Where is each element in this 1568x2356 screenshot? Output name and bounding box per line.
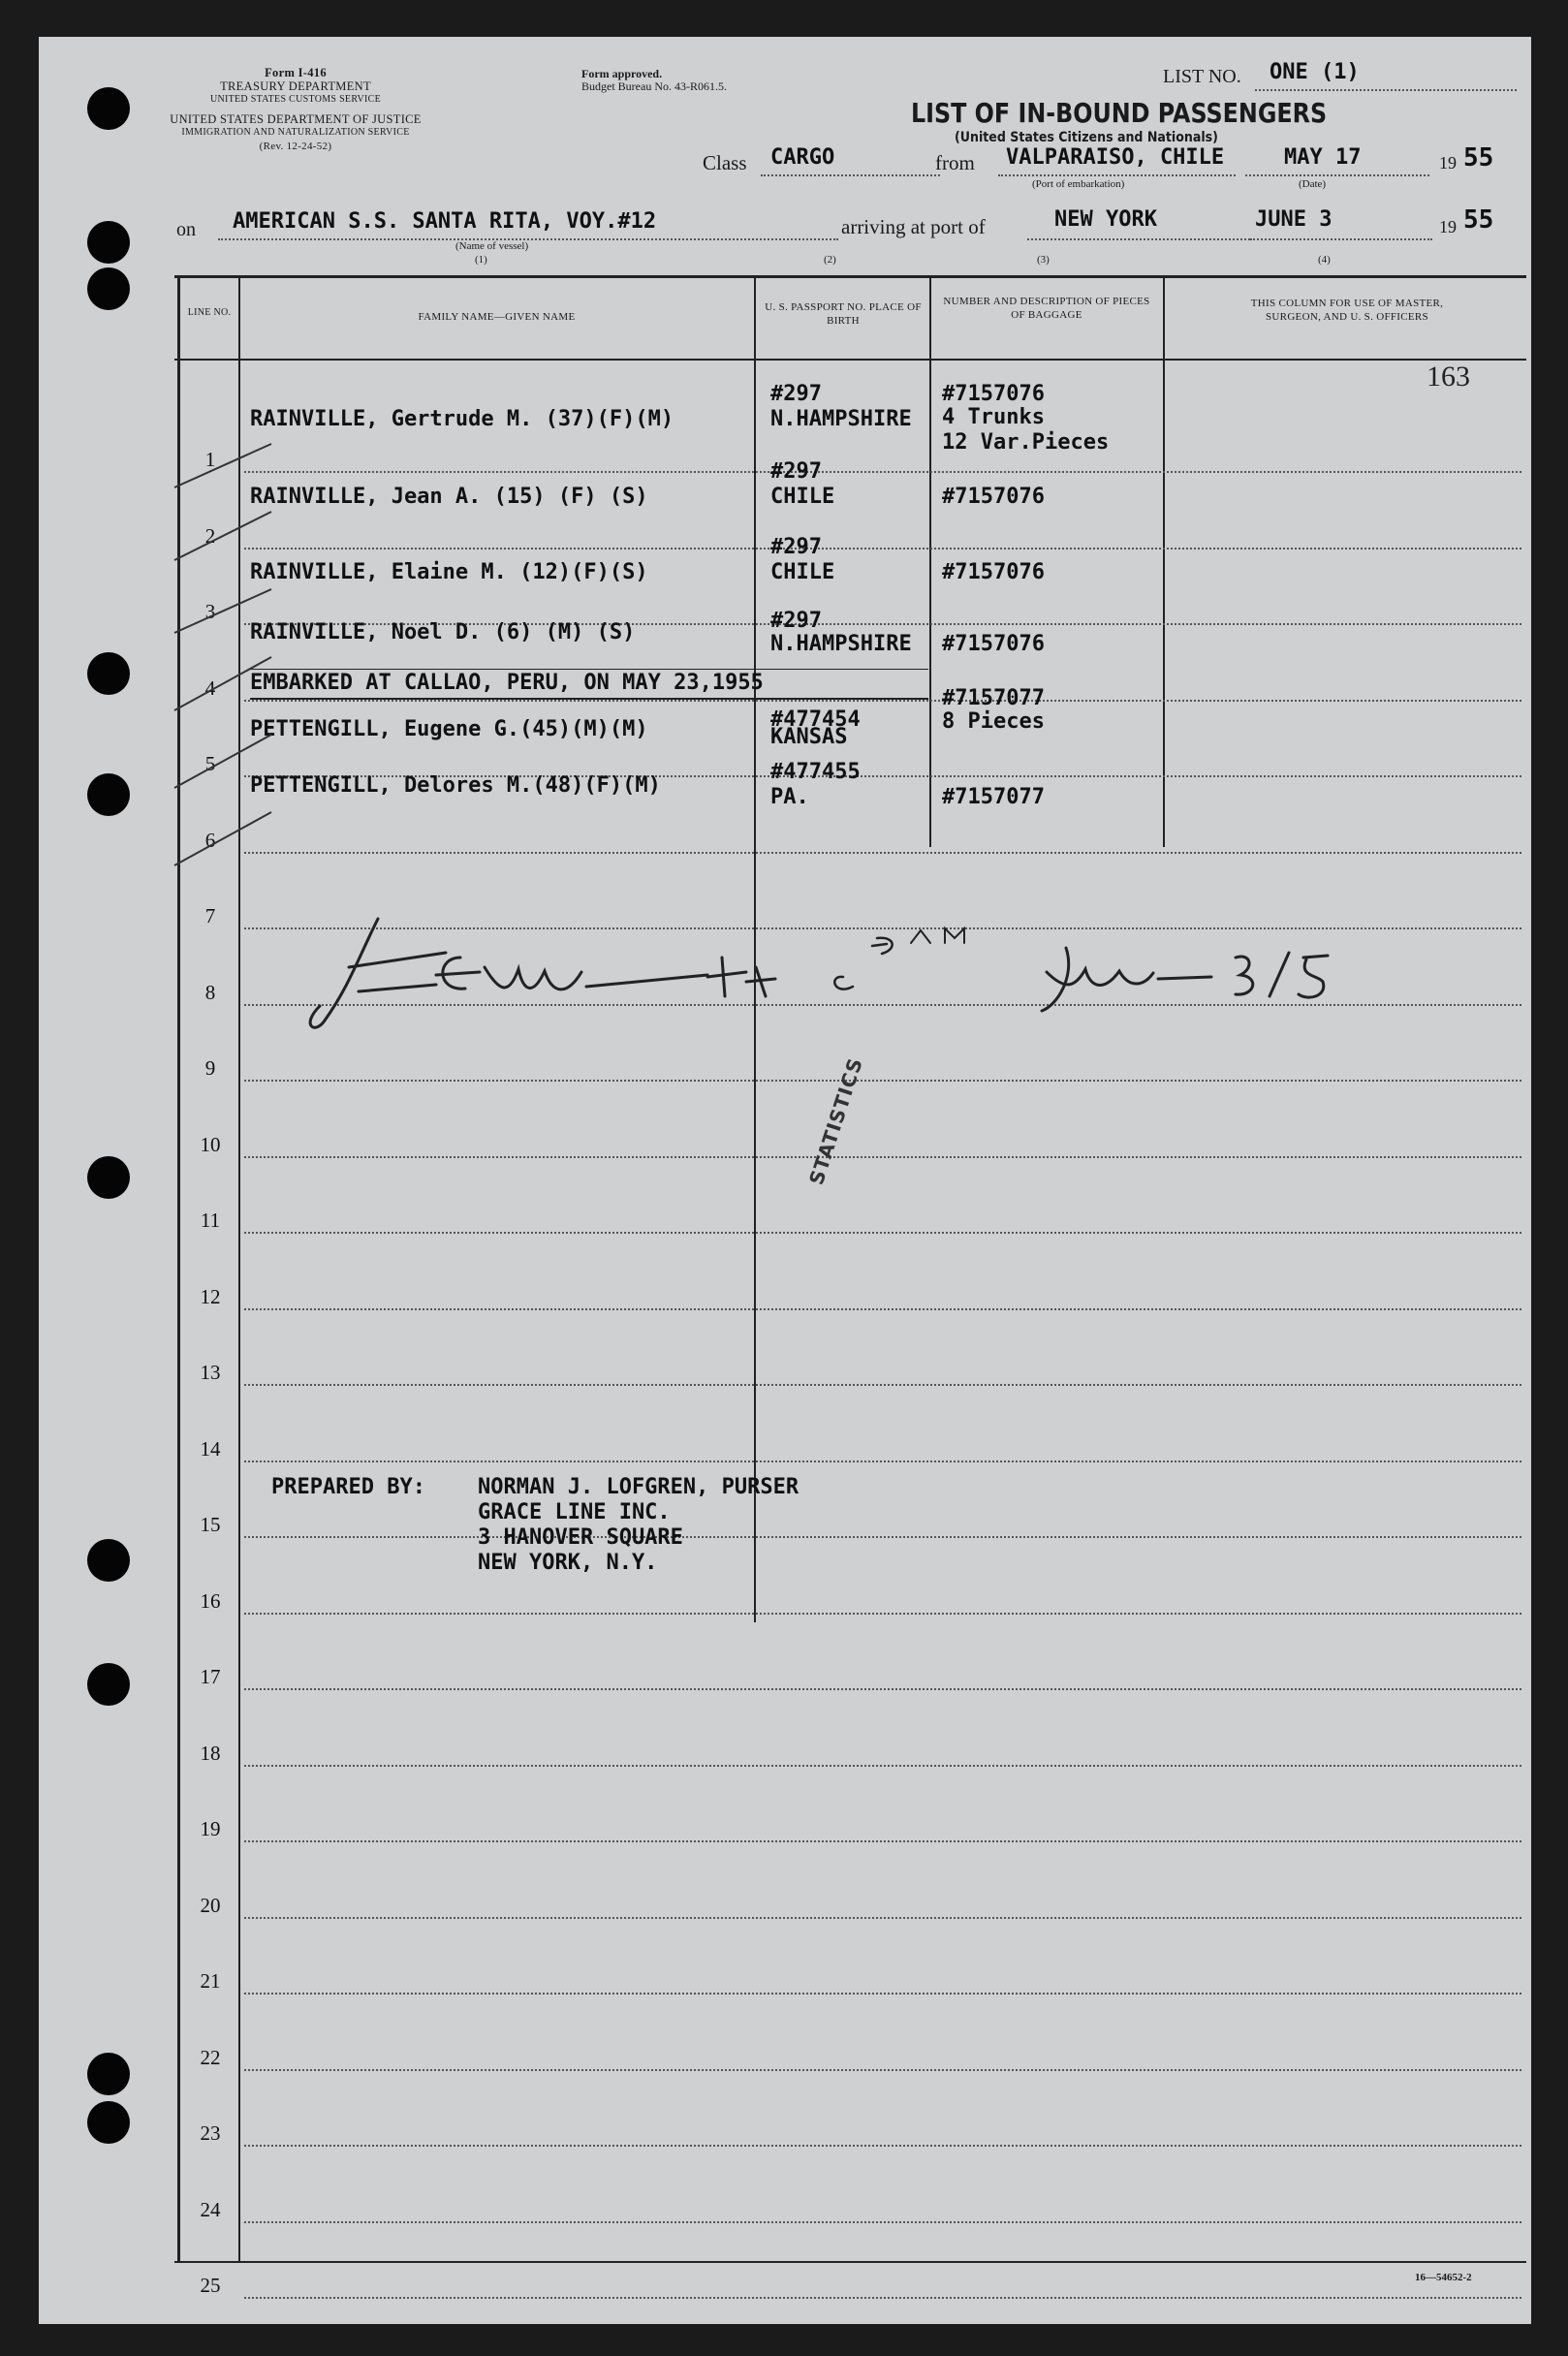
arrival-year-prefix: 19 xyxy=(1439,217,1457,236)
row-dotted-line xyxy=(244,1765,1521,1767)
arrival-date-line xyxy=(1250,238,1432,240)
document-title: LIST OF IN-BOUND PASSENGERS xyxy=(911,97,1328,129)
arrival-port-line xyxy=(1027,238,1250,240)
on-label: on xyxy=(176,219,196,240)
header-baggage: NUMBER AND DESCRIPTION OF PIECES OF BAGGAGE xyxy=(943,296,1150,321)
entry-2-birth: CHILE xyxy=(770,485,835,509)
line-number: 11 xyxy=(200,1209,221,1232)
row-dotted-line xyxy=(244,1613,1521,1615)
line-number: 17 xyxy=(200,1665,221,1688)
class-line xyxy=(761,174,940,176)
line-number: 3 xyxy=(204,600,216,623)
entry-1-birth: N.HAMPSHIRE xyxy=(770,407,912,431)
embark-date-line xyxy=(1245,174,1429,176)
entry-4-baggage-no: #7157076 xyxy=(942,632,1045,656)
line-number: 19 xyxy=(200,1817,221,1840)
binder-hole xyxy=(87,87,130,130)
line-number: 6 xyxy=(204,828,216,852)
baggage-divider xyxy=(1163,275,1165,847)
line-number: 4 xyxy=(204,675,216,700)
line-number: 24 xyxy=(200,2197,221,2221)
row-dotted-line xyxy=(244,1536,1521,1538)
entry-1-baggage-no: #7157076 xyxy=(942,382,1045,406)
list-no-label: LIST NO. xyxy=(1163,66,1241,87)
statistics-stamp: STATISTICS xyxy=(804,1054,867,1188)
binder-hole xyxy=(87,1539,130,1582)
entry-3-birth: CHILE xyxy=(770,560,835,584)
line-number: 8 xyxy=(204,980,216,1004)
line-number: 14 xyxy=(200,1436,221,1461)
line-number: 5 xyxy=(204,752,216,775)
check-marks xyxy=(165,424,291,890)
revision-label: (Rev. 12-24-52) xyxy=(259,141,332,152)
row-dotted-line xyxy=(244,2297,1521,2299)
prepared-by-name: NORMAN J. LOFGREN, PURSER xyxy=(478,1475,800,1499)
row-dotted-line xyxy=(244,1080,1521,1082)
row-dotted-line xyxy=(244,471,1521,473)
line-number: 1 xyxy=(204,448,216,471)
row-dotted-line xyxy=(244,2221,1521,2223)
table-top-border xyxy=(174,275,1526,278)
embark-year-suffix: 55 xyxy=(1463,143,1494,173)
list-no-line xyxy=(1255,89,1517,91)
col3-caption: (3) xyxy=(1037,254,1050,266)
line-number: 25 xyxy=(200,2274,221,2297)
entry-6-baggage-no: #7157077 xyxy=(942,785,1045,809)
line-number: 22 xyxy=(200,2045,221,2069)
entry-1-name: RAINVILLE, Gertrude M. (37)(F)(M) xyxy=(250,407,674,431)
officer-note: 163 xyxy=(1427,361,1470,393)
entry-3-name: RAINVILLE, Elaine M. (12)(F)(S) xyxy=(250,560,648,584)
row-dotted-line xyxy=(244,1461,1521,1462)
header-line-no: LINE NO. xyxy=(187,307,232,318)
entry-3-passport: #297 xyxy=(770,535,822,559)
binder-hole xyxy=(87,773,130,816)
row-dotted-line xyxy=(244,1688,1521,1690)
binder-hole xyxy=(87,1156,130,1199)
list-no-value: ONE (1) xyxy=(1270,60,1360,84)
binder-hole xyxy=(87,267,130,310)
line-number: 20 xyxy=(200,1893,221,1917)
entry-5-passport: #477454 xyxy=(770,707,861,732)
entry-6-passport: #477455 xyxy=(770,760,861,784)
form-approved: Form approved. xyxy=(581,67,663,80)
prepared-by-street: 3 HANOVER SQUARE xyxy=(478,1525,683,1550)
class-value: CARGO xyxy=(770,145,835,170)
entry-4-passport: #297 xyxy=(770,609,822,633)
embarked-note-underline-top xyxy=(250,669,928,670)
line-number: 23 xyxy=(200,2121,221,2145)
embarked-note: EMBARKED AT CALLAO, PERU, ON MAY 23,1955 xyxy=(250,671,764,695)
line-number: 21 xyxy=(200,1969,221,1993)
embark-year-prefix: 19 xyxy=(1439,153,1457,173)
arrival-port-value: NEW YORK xyxy=(1054,207,1157,232)
justice-label: UNITED STATES DEPARTMENT OF JUSTICE xyxy=(170,112,422,126)
line-number: 12 xyxy=(200,1284,221,1308)
col2-caption: (2) xyxy=(824,254,836,266)
binder-hole xyxy=(87,652,130,695)
handwritten-signature xyxy=(291,899,1405,1045)
table-header-border xyxy=(174,359,1526,361)
binder-hole xyxy=(87,1663,130,1706)
entry-5-name: PETTENGILL, Eugene G.(45)(M)(M) xyxy=(250,717,648,741)
row-dotted-line xyxy=(244,1840,1521,1842)
entry-4-birth: N.HAMPSHIRE xyxy=(770,632,912,656)
table-bottom-border xyxy=(174,2261,1526,2263)
binder-hole xyxy=(87,2053,130,2095)
row-dotted-line xyxy=(244,1232,1521,1234)
header-passport: U. S. PASSPORT NO. PLACE OF BIRTH xyxy=(765,301,922,327)
line-number: 18 xyxy=(200,1741,221,1765)
col1-caption: (1) xyxy=(475,254,487,266)
prepared-by-company: GRACE LINE INC. xyxy=(478,1500,671,1524)
footer-form-code: 16—54652-2 xyxy=(1415,2272,1472,2283)
customs-label: UNITED STATES CUSTOMS SERVICE xyxy=(209,94,382,105)
row-dotted-line xyxy=(244,1917,1521,1919)
row-dotted-line xyxy=(244,2069,1521,2071)
entry-1-passport: #297 xyxy=(770,382,822,406)
line-number: 16 xyxy=(200,1588,221,1613)
row-dotted-line xyxy=(244,1156,1521,1158)
passport-divider xyxy=(929,275,931,847)
vessel-name-value: AMERICAN S.S. SANTA RITA, VOY.#12 xyxy=(233,209,657,234)
row-dotted-line xyxy=(244,2145,1521,2147)
entry-5-baggage-no: #7157077 xyxy=(942,686,1045,710)
entry-2-name: RAINVILLE, Jean A. (15) (F) (S) xyxy=(250,485,648,509)
arrival-year-suffix: 55 xyxy=(1463,205,1494,235)
line-number: 9 xyxy=(204,1056,216,1080)
row-dotted-line xyxy=(244,852,1521,854)
entry-3-baggage-no: #7157076 xyxy=(942,560,1045,584)
entry-2-baggage-no: #7157076 xyxy=(942,485,1045,509)
entry-5-birth: KANSAS xyxy=(770,725,848,749)
port-embark-caption: (Port of embarkation) xyxy=(1032,178,1125,190)
date-caption: (Date) xyxy=(1299,178,1327,190)
entry-1-baggage-desc: 4 Trunks xyxy=(942,405,1045,429)
arrival-date-value: JUNE 3 xyxy=(1255,207,1333,232)
entry-1-baggage-extra: 12 Var.Pieces xyxy=(942,430,1110,455)
row-dotted-line xyxy=(244,1384,1521,1386)
line-number: 7 xyxy=(204,904,216,927)
document-subtitle: (United States Citizens and Nationals) xyxy=(955,130,1218,145)
row-dotted-line xyxy=(244,1308,1521,1310)
vessel-caption: (Name of vessel) xyxy=(455,240,529,252)
entry-6-name: PETTENGILL, Delores M.(48)(F)(M) xyxy=(250,773,661,798)
embarked-note-underline xyxy=(250,698,928,700)
embark-port-line xyxy=(998,174,1236,176)
header-officers: THIS COLUMN FOR USE OF MASTER, SURGEON, AND U. S. OFFICERS xyxy=(1250,298,1444,323)
entry-4-name: RAINVILLE, Noel D. (6) (M) (S) xyxy=(250,620,636,644)
embark-date-value: MAY 17 xyxy=(1284,145,1362,170)
form-number: Form I-416 xyxy=(265,66,327,79)
binder-hole xyxy=(87,2101,130,2144)
binder-hole xyxy=(87,221,130,264)
line-number: 13 xyxy=(200,1361,221,1384)
immigration-label: IMMIGRATION AND NATURALIZATION SERVICE xyxy=(181,127,410,138)
row-dotted-line xyxy=(244,1993,1521,1995)
document-page xyxy=(39,37,1531,2324)
row-dotted-line xyxy=(244,548,1521,550)
line-number: 2 xyxy=(204,523,216,548)
embark-port-value: VALPARAISO, CHILE xyxy=(1006,145,1225,170)
class-label: Class xyxy=(703,151,747,174)
line-number: 15 xyxy=(200,1513,221,1536)
form-approval-block xyxy=(581,68,727,93)
line-number: 10 xyxy=(200,1132,221,1156)
arriving-label: arriving at port of xyxy=(841,215,986,238)
col4-caption: (4) xyxy=(1318,254,1331,266)
prepared-by-city: NEW YORK, N.Y. xyxy=(478,1551,658,1575)
entry-5-baggage-desc: 8 Pieces xyxy=(942,709,1045,734)
form-agency-block xyxy=(155,66,436,153)
header-name: FAMILY NAME—GIVEN NAME xyxy=(418,311,576,323)
budget-bureau: Budget Bureau No. 43-R061.5. xyxy=(581,79,727,93)
treasury-label: TREASURY DEPARTMENT xyxy=(220,79,371,93)
entry-2-passport: #297 xyxy=(770,459,822,484)
entry-6-birth: PA. xyxy=(770,785,809,809)
from-label: from xyxy=(935,151,975,174)
prepared-by-label: PREPARED BY: xyxy=(271,1475,425,1499)
